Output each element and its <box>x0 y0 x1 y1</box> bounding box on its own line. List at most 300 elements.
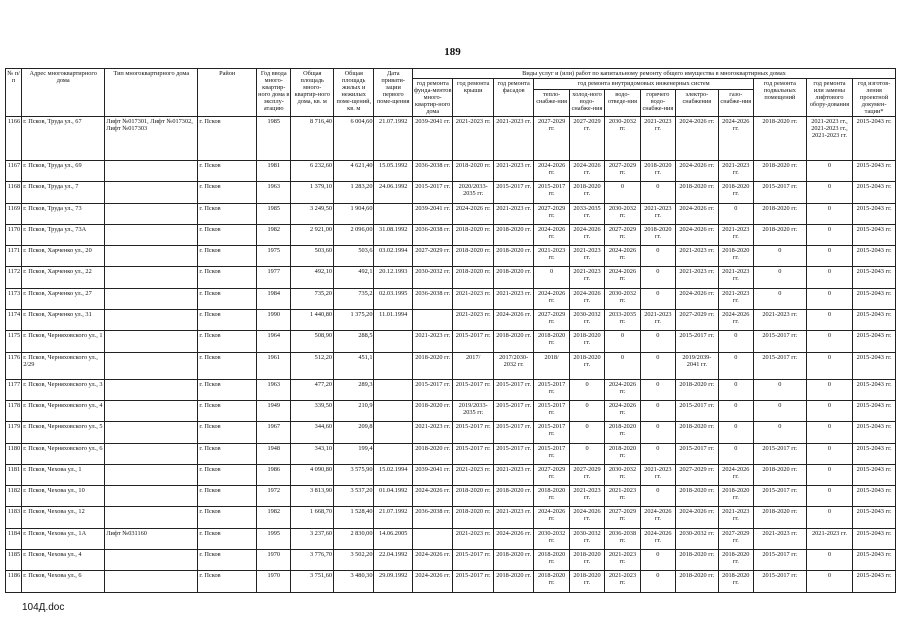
row-total-area: 3 751,60 <box>291 571 334 592</box>
row-num: 1168 <box>6 182 22 203</box>
row-roof: 2019/2033-2035 гг. <box>453 400 493 421</box>
row-elevator: 0 <box>806 182 853 203</box>
header-foundation: год ремонта фунда-ментов много-квартир-ного дома <box>413 80 452 115</box>
row-facade: 2021-2023 гг. <box>493 203 533 224</box>
row-privat-date <box>374 379 412 400</box>
row-drainage: 0 <box>605 182 640 203</box>
row-privat-date: 29.09.1992 <box>374 571 412 592</box>
header-total-area: Общая площадь много-квартир-ного дома, кв. м <box>291 69 334 117</box>
row-year: 1967 <box>257 422 291 443</box>
row-heat: 2018-2020 гг. <box>534 331 569 352</box>
row-roof: 2018-2020 гг. <box>453 161 493 182</box>
row-num: 1173 <box>6 288 22 309</box>
row-type <box>105 224 198 245</box>
row-cold-water: 2024-2026 гг. <box>569 161 604 182</box>
row-year: 1949 <box>257 400 291 421</box>
row-total-area: 735,20 <box>291 288 334 309</box>
row-foundation: 2018-2020 гг. <box>412 400 452 421</box>
row-facade: 2018-2020 гг. <box>493 331 533 352</box>
table-row <box>6 288 896 309</box>
row-heat: 2027-2029 гг. <box>534 117 569 161</box>
row-cold-water: 2018-2020 гг. <box>569 182 604 203</box>
table-row <box>6 117 896 161</box>
row-gas: 2027-2029 гг. <box>718 528 753 549</box>
row-basement: 2015-2017 гг. <box>754 182 807 203</box>
row-electric: 2018-2020 гг. <box>676 486 719 507</box>
row-year: 1961 <box>257 352 291 379</box>
row-address: г. Псков, Труда ул., 67 <box>22 117 105 161</box>
header-hot-water: горячего водо-снабже-ния <box>640 90 675 117</box>
row-address: г. Псков, Харченко ул., 31 <box>22 310 105 331</box>
row-living-area: 289,3 <box>334 379 374 400</box>
row-facade: 2018-2020 гг. <box>493 267 533 288</box>
row-heat: 2018-2020 гг. <box>534 571 569 592</box>
row-heat: 2018-2020 гг. <box>534 486 569 507</box>
row-living-area: 451,1 <box>334 352 374 379</box>
row-basement: 0 <box>754 379 807 400</box>
row-electric: 2027-2029 гг. <box>676 310 719 331</box>
row-gas: 0 <box>718 331 753 352</box>
row-roof: 2018-2020 гг. <box>453 507 493 528</box>
row-electric: 2024-2026 гг. <box>676 203 719 224</box>
row-drainage: 2021-2023 гг. <box>605 571 640 592</box>
row-project-docs: 2015-2043 гг. <box>853 182 896 203</box>
row-drainage: 2021-2023 гг. <box>605 486 640 507</box>
row-hot-water: 0 <box>640 443 675 464</box>
row-project-docs: 2015-2043 гг. <box>853 528 896 549</box>
row-facade: 2015-2017 гг. <box>493 443 533 464</box>
row-living-area: 288,5 <box>334 331 374 352</box>
row-total-area: 344,60 <box>291 422 334 443</box>
row-living-area: 1 904,60 <box>334 203 374 224</box>
row-heat: 2024-2026 гг. <box>534 224 569 245</box>
row-facade: 2017/2030-2032 гг. <box>493 352 533 379</box>
page-number: 189 <box>444 46 461 58</box>
row-total-area: 512,20 <box>291 352 334 379</box>
header-engineering-group: год ремонта внутридомовых инженерных систем <box>534 79 754 90</box>
row-gas: 0 <box>718 352 753 379</box>
row-elevator: 2021-2023 гг. <box>806 528 853 549</box>
row-address: г. Псков, Чехова ул., 10 <box>22 486 105 507</box>
table-row <box>6 203 896 224</box>
row-project-docs: 2015-2043 гг. <box>853 571 896 592</box>
row-living-area: 2 096,00 <box>334 224 374 245</box>
row-drainage: 2033-2035 гг. <box>605 310 640 331</box>
row-project-docs: 2015-2043 гг. <box>853 117 896 161</box>
row-cold-water: 0 <box>569 400 604 421</box>
row-cold-water: 2018-2020 гг. <box>569 352 604 379</box>
row-basement: 2018-2020 гг. <box>754 161 807 182</box>
row-type: Лифт №031160 <box>105 528 198 549</box>
row-foundation: 2021-2023 гг. <box>412 422 452 443</box>
row-district: г. Псков <box>198 571 257 592</box>
row-basement: 2018-2020 гг. <box>754 507 807 528</box>
row-project-docs: 2015-2043 гг. <box>853 331 896 352</box>
row-basement: 0 <box>754 400 807 421</box>
row-electric: 2015-2017 гг. <box>676 443 719 464</box>
row-elevator: 0 <box>806 400 853 421</box>
header-district: Район <box>198 69 257 117</box>
row-district: г. Псков <box>198 288 257 309</box>
row-cold-water: 2018-2020 гг. <box>569 331 604 352</box>
row-basement: 2018-2020 гг. <box>754 117 807 161</box>
row-roof: 2018-2020 гг. <box>453 486 493 507</box>
row-electric: 2024-2026 гг. <box>676 507 719 528</box>
row-type: Лифт №017301, Лифт №017302, Лифт №017303 <box>105 117 198 161</box>
row-facade: 2024-2026 гг. <box>493 310 533 331</box>
row-roof: 2015-2017 гг. <box>453 379 493 400</box>
row-district: г. Псков <box>198 161 257 182</box>
row-privat-date: 02.03.1995 <box>374 288 412 309</box>
table-row <box>6 246 896 267</box>
row-cold-water: 0 <box>569 379 604 400</box>
row-drainage: 2021-2023 гг. <box>605 550 640 571</box>
row-hot-water: 2024-2026 гг. <box>640 507 675 528</box>
row-living-area: 3 480,30 <box>334 571 374 592</box>
row-year: 1972 <box>257 486 291 507</box>
row-heat: 2015-2017 гг. <box>534 400 569 421</box>
row-facade: 2018-2020 гг. <box>493 246 533 267</box>
table-row <box>6 443 896 464</box>
row-year: 1977 <box>257 267 291 288</box>
row-project-docs: 2015-2043 гг. <box>853 352 896 379</box>
row-cold-water: 2021-2023 гг. <box>569 246 604 267</box>
row-elevator: 2021-2023 гг., 2021-2023 гг., 2021-2023 гг. <box>806 117 853 161</box>
row-project-docs: 2015-2043 гг. <box>853 246 896 267</box>
row-total-area: 3 237,60 <box>291 528 334 549</box>
row-basement: 2015-2017 гг. <box>754 550 807 571</box>
header-num: № п/п <box>6 69 22 117</box>
row-living-area: 209,8 <box>334 422 374 443</box>
row-project-docs: 2015-2043 гг. <box>853 161 896 182</box>
row-hot-water: 2021-2023 гг. <box>640 464 675 485</box>
row-num: 1176 <box>6 352 22 379</box>
row-cold-water: 0 <box>569 443 604 464</box>
row-basement: 2015-2017 гг. <box>754 331 807 352</box>
row-num: 1174 <box>6 310 22 331</box>
row-heat: 2027-2029 гг. <box>534 464 569 485</box>
row-foundation: 2024-2026 гг. <box>412 550 452 571</box>
row-elevator: 0 <box>806 224 853 245</box>
row-basement: 0 <box>754 246 807 267</box>
row-foundation: 2027-2029 гг. <box>412 246 452 267</box>
row-type <box>105 310 198 331</box>
row-address: г. Псков, Труда ул., 7 <box>22 182 105 203</box>
row-roof: 2020/2033-2035 гг. <box>453 182 493 203</box>
row-roof: 2015-2017 гг. <box>453 571 493 592</box>
row-foundation <box>412 310 452 331</box>
row-elevator: 0 <box>806 352 853 379</box>
row-type <box>105 550 198 571</box>
row-foundation: 2036-2038 гг. <box>412 507 452 528</box>
row-type <box>105 464 198 485</box>
table-row <box>6 571 896 592</box>
row-privat-date <box>374 352 412 379</box>
row-total-area: 492,10 <box>291 267 334 288</box>
row-privat-date: 21.07.1992 <box>374 507 412 528</box>
row-basement: 2021-2023 гг. <box>754 310 807 331</box>
footer-filename: 104Д.doc <box>22 602 65 613</box>
row-foundation: 2024-2026 гг. <box>412 571 452 592</box>
row-address: г. Псков, Труда ул., 73 <box>22 203 105 224</box>
row-total-area: 1 379,10 <box>291 182 334 203</box>
table-row <box>6 464 896 485</box>
row-roof: 2024-2026 гг. <box>453 203 493 224</box>
header-gas: газо-снабже-ния <box>718 90 753 117</box>
row-hot-water: 0 <box>640 550 675 571</box>
row-roof: 2021-2023 гг. <box>453 310 493 331</box>
row-num: 1179 <box>6 422 22 443</box>
row-year: 1985 <box>257 203 291 224</box>
row-district: г. Псков <box>198 117 257 161</box>
row-privat-date: 22.04.1992 <box>374 550 412 571</box>
row-type <box>105 288 198 309</box>
row-drainage: 2024-2026 гг. <box>605 267 640 288</box>
row-basement: 0 <box>754 422 807 443</box>
row-living-area: 2 830,00 <box>334 528 374 549</box>
row-elevator: 0 <box>806 161 853 182</box>
row-num: 1184 <box>6 528 22 549</box>
row-roof: 2018-2020 гг. <box>453 224 493 245</box>
row-facade: 2024-2026 гг. <box>493 528 533 549</box>
row-type <box>105 400 198 421</box>
row-cold-water: 2033-2035 гг. <box>569 203 604 224</box>
row-year: 1981 <box>257 161 291 182</box>
row-num: 1182 <box>6 486 22 507</box>
row-elevator: 0 <box>806 464 853 485</box>
row-electric: 2024-2026 гг. <box>676 161 719 182</box>
row-gas: 2021-2023 гг. <box>718 507 753 528</box>
row-basement: 0 <box>754 288 807 309</box>
row-address: г. Псков, Черняховского ул., 5 <box>22 422 105 443</box>
row-gas: 0 <box>718 203 753 224</box>
header-basement: год ремонта подвальных помещений <box>754 79 807 117</box>
row-drainage: 2024-2026 гг. <box>605 400 640 421</box>
row-privat-date: 21.07.1992 <box>374 117 412 161</box>
capital-repair-table <box>5 68 896 593</box>
row-type <box>105 331 198 352</box>
table-row <box>6 310 896 331</box>
table-row <box>6 224 896 245</box>
row-project-docs: 2015-2043 гг. <box>853 224 896 245</box>
row-basement: 2021-2023 гг. <box>754 528 807 549</box>
row-total-area: 6 232,60 <box>291 161 334 182</box>
row-district: г. Псков <box>198 528 257 549</box>
row-foundation: 2021-2023 гг. <box>412 331 452 352</box>
row-type <box>105 571 198 592</box>
row-hot-water: 0 <box>640 267 675 288</box>
row-electric: 2018-2020 гг. <box>676 422 719 443</box>
row-project-docs: 2015-2043 гг. <box>853 203 896 224</box>
row-drainage: 2024-2026 гг. <box>605 246 640 267</box>
row-foundation: 2018-2020 гг. <box>412 352 452 379</box>
row-living-area: 210,9 <box>334 400 374 421</box>
row-hot-water: 0 <box>640 331 675 352</box>
row-district: г. Псков <box>198 400 257 421</box>
row-foundation: 2030-2032 гг. <box>412 267 452 288</box>
header-year: Год ввода много-квартир-ного дома в эксплу-атацию <box>257 69 291 117</box>
row-foundation: 2024-2026 гг. <box>412 486 452 507</box>
row-basement: 2018-2020 гг. <box>754 224 807 245</box>
row-basement: 2018-2020 гг. <box>754 464 807 485</box>
row-type <box>105 443 198 464</box>
row-heat: 2027-2029 гг. <box>534 310 569 331</box>
row-total-area: 3 249,50 <box>291 203 334 224</box>
header-electric: электро-снабжения <box>676 90 719 117</box>
row-cold-water: 2021-2023 гг. <box>569 486 604 507</box>
row-drainage: 2036-2038 гг. <box>605 528 640 549</box>
row-privat-date <box>374 400 412 421</box>
row-year: 1975 <box>257 246 291 267</box>
header-type: Тип многоквартирного дома <box>105 69 198 117</box>
row-elevator: 0 <box>806 550 853 571</box>
row-facade: 2018-2020 гг. <box>493 571 533 592</box>
row-living-area: 3 575,90 <box>334 464 374 485</box>
row-drainage: 2030-2032 гг. <box>605 117 640 161</box>
row-num: 1180 <box>6 443 22 464</box>
row-cold-water: 2027-2029 гг. <box>569 117 604 161</box>
row-gas: 2018-2020 гг. <box>718 571 753 592</box>
row-year: 1982 <box>257 507 291 528</box>
header-project-docs: год изготов-ления проектной докумен-тации* <box>853 79 896 117</box>
row-drainage: 2018-2020 гг. <box>605 443 640 464</box>
row-facade: 2015-2017 гг. <box>493 400 533 421</box>
row-address: г. Псков, Черняховского ул., 2/29 <box>22 352 105 379</box>
row-address: г. Псков, Черняховского ул., 3 <box>22 379 105 400</box>
row-cold-water: 2030-2032 гг. <box>569 528 604 549</box>
row-roof: 2015-2017 гг. <box>453 443 493 464</box>
row-gas: 2021-2023 гг. <box>718 288 753 309</box>
row-type <box>105 486 198 507</box>
header-heat: тепло-снабже-ния <box>534 90 569 117</box>
row-cold-water: 2024-2026 гг. <box>569 507 604 528</box>
row-basement: 0 <box>754 267 807 288</box>
row-district: г. Псков <box>198 267 257 288</box>
row-roof: 2021-2023 гг. <box>453 117 493 161</box>
row-hot-water: 0 <box>640 182 675 203</box>
row-gas: 2024-2026 гг. <box>718 117 753 161</box>
table-row <box>6 486 896 507</box>
row-year: 1990 <box>257 310 291 331</box>
row-heat: 0 <box>534 267 569 288</box>
row-roof: 2015-2017 гг. <box>453 331 493 352</box>
row-address: г. Псков, Чехова ул., 6 <box>22 571 105 592</box>
row-total-area: 339,50 <box>291 400 334 421</box>
row-facade: 2021-2023 гг. <box>493 507 533 528</box>
row-heat: 2018-2020 гг. <box>534 550 569 571</box>
row-num: 1172 <box>6 267 22 288</box>
row-district: г. Псков <box>198 422 257 443</box>
row-total-area: 8 716,40 <box>291 117 334 161</box>
row-drainage: 2024-2026 гг. <box>605 379 640 400</box>
row-address: г. Псков, Труда ул., 69 <box>22 161 105 182</box>
row-foundation: 2018-2020 гг. <box>412 443 452 464</box>
row-electric: 2018-2020 гг. <box>676 550 719 571</box>
row-privat-date: 01.04.1992 <box>374 486 412 507</box>
row-living-area: 3 502,20 <box>334 550 374 571</box>
row-living-area: 1 283,20 <box>334 182 374 203</box>
row-total-area: 4 090,80 <box>291 464 334 485</box>
row-drainage: 2030-2032 гг. <box>605 288 640 309</box>
row-gas: 2021-2023 гг. <box>718 161 753 182</box>
row-address: г. Псков, Труда ул., 73А <box>22 224 105 245</box>
row-district: г. Псков <box>198 203 257 224</box>
row-roof: 2021-2023 гг. <box>453 464 493 485</box>
row-year: 1963 <box>257 182 291 203</box>
row-type <box>105 182 198 203</box>
row-electric: 2024-2026 гг. <box>676 288 719 309</box>
row-living-area: 4 621,40 <box>334 161 374 182</box>
row-gas: 2021-2023 гг. <box>718 224 753 245</box>
row-elevator: 0 <box>806 203 853 224</box>
row-foundation: 2036-2038 гг. <box>412 288 452 309</box>
row-elevator: 0 <box>806 571 853 592</box>
row-roof: 2021-2023 гг. <box>453 528 493 549</box>
row-basement: 2015-2017 гг. <box>754 443 807 464</box>
row-facade: 2021-2023 гг. <box>493 161 533 182</box>
row-type <box>105 203 198 224</box>
row-year: 1984 <box>257 288 291 309</box>
table-row <box>6 331 896 352</box>
row-hot-water: 2018-2020 гг. <box>640 161 675 182</box>
row-privat-date: 03.02.1994 <box>374 246 412 267</box>
row-privat-date: 20.12.1993 <box>374 267 412 288</box>
row-hot-water: 0 <box>640 486 675 507</box>
row-privat-date <box>374 203 412 224</box>
row-year: 1964 <box>257 331 291 352</box>
row-type <box>105 352 198 379</box>
row-elevator: 0 <box>806 310 853 331</box>
row-address: г. Псков, Харченко ул., 22 <box>22 267 105 288</box>
row-hot-water: 0 <box>640 422 675 443</box>
row-heat: 2015-2017 гг. <box>534 182 569 203</box>
row-gas: 0 <box>718 443 753 464</box>
row-type <box>105 267 198 288</box>
row-address: г. Псков, Черняховского ул., 1 <box>22 331 105 352</box>
row-num: 1167 <box>6 161 22 182</box>
row-total-area: 1 440,80 <box>291 310 334 331</box>
row-project-docs: 2015-2043 гг. <box>853 443 896 464</box>
row-year: 1970 <box>257 571 291 592</box>
row-electric: 2024-2026 гг. <box>676 117 719 161</box>
row-drainage: 2027-2029 гг. <box>605 224 640 245</box>
header-works-group: Виды услуг и (или) работ по капитальному ремонту общего имущества в многоквартирных домах <box>412 69 895 79</box>
row-address: г. Псков, Чехова ул., 1 <box>22 464 105 485</box>
header-facade: год ремонта фасадов <box>493 79 533 117</box>
row-roof: 2021-2023 гг. <box>453 288 493 309</box>
row-district: г. Псков <box>198 464 257 485</box>
row-heat: 2027-2029 гг. <box>534 203 569 224</box>
row-facade: 2015-2017 гг. <box>493 182 533 203</box>
row-basement: 2015-2017 гг. <box>754 486 807 507</box>
table-row <box>6 182 896 203</box>
row-privat-date: 24.06.1992 <box>374 182 412 203</box>
row-facade: 2021-2023 гг. <box>493 464 533 485</box>
row-hot-water: 0 <box>640 246 675 267</box>
row-district: г. Псков <box>198 331 257 352</box>
row-num: 1178 <box>6 400 22 421</box>
row-electric: 2018-2020 гг. <box>676 379 719 400</box>
row-district: г. Псков <box>198 246 257 267</box>
row-elevator: 0 <box>806 443 853 464</box>
row-foundation <box>412 528 452 549</box>
row-num: 1177 <box>6 379 22 400</box>
row-hot-water: 2021-2023 гг. <box>640 310 675 331</box>
row-address: г. Псков, Харченко ул., 20 <box>22 246 105 267</box>
row-foundation: 2039-2041 гг. <box>412 203 452 224</box>
table-row <box>6 267 896 288</box>
row-heat: 2015-2017 гг. <box>534 422 569 443</box>
